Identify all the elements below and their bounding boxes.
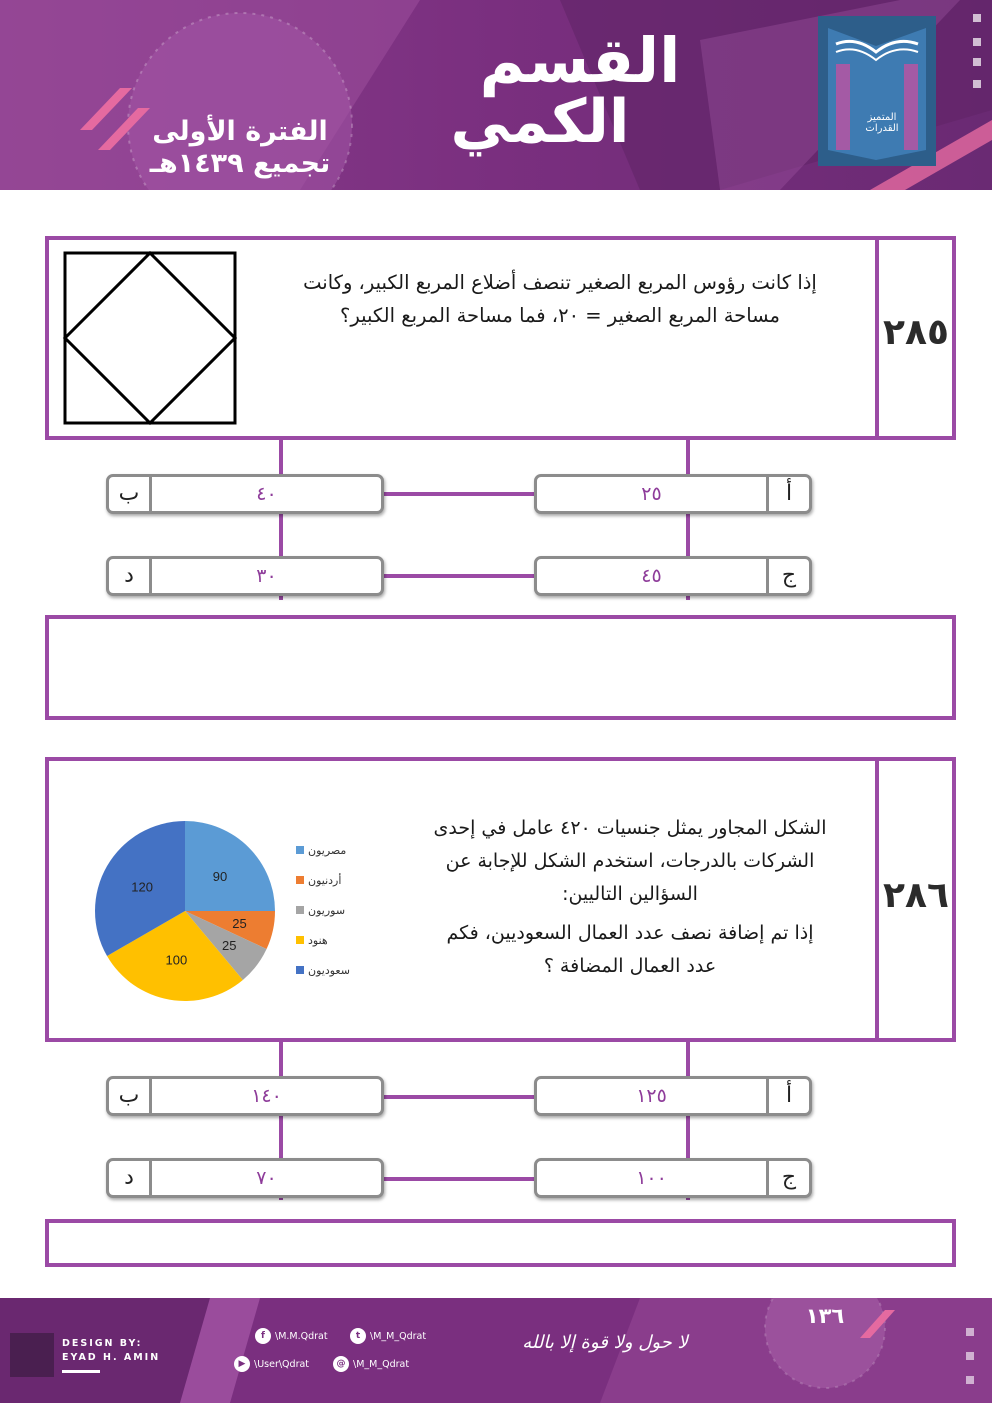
q286-option-b[interactable] — [106, 1076, 384, 1116]
pie-data-label-2: 25 — [222, 937, 237, 953]
q285-option-d[interactable] — [106, 556, 384, 596]
q285-solution-box — [45, 615, 956, 720]
option-divider — [766, 477, 769, 511]
q286-solution-box — [45, 1219, 956, 1267]
question-286-text-line4: إذا تم إضافة نصف عدد العمال السعوديين، فكم — [446, 922, 814, 944]
legend-item-2 — [296, 895, 376, 925]
connector — [383, 1177, 535, 1181]
connector — [383, 574, 535, 578]
question-285-text-line2: مساحة المربع الصغير = ٢٠، فما مساحة المربع الكبير؟ — [339, 304, 781, 327]
question-285-text-line1: إذا كانت رؤوس المربع الصغير تنصف أضلاع المربع الكبير، وكانت — [303, 271, 817, 294]
header-title-line1: القسم — [479, 24, 681, 97]
legend-label: أردنيون — [308, 873, 342, 887]
footer-web[interactable] — [333, 1356, 409, 1372]
page-header — [0, 0, 992, 190]
option-letter: ج — [781, 1165, 797, 1190]
legend-item-0 — [296, 835, 376, 865]
connector — [383, 492, 535, 496]
at-icon: @ — [333, 1356, 349, 1372]
footer-design-by: DESIGN BY: — [62, 1338, 143, 1349]
option-letter: ج — [781, 563, 797, 588]
q285-option-c[interactable] — [534, 556, 812, 596]
legend-item-3 — [296, 925, 376, 955]
question-286-text-line2: الشركات بالدرجات، استخدم الشكل للإجابة عن — [445, 850, 815, 872]
option-letter: أ — [785, 481, 793, 506]
pie-legend — [296, 835, 376, 985]
q286-option-c[interactable] — [534, 1158, 812, 1198]
pie-slice-0 — [185, 821, 275, 911]
big-square — [65, 253, 235, 423]
legend-label: مصريون — [308, 843, 347, 857]
option-value: ٢٥ — [641, 483, 662, 505]
facebook-handle: \M.M.Qdrat — [275, 1330, 328, 1342]
option-value: ١٢٥ — [636, 1085, 667, 1107]
header-compilation: تجميع ١٤٣٩هـ — [149, 148, 331, 179]
legend-swatch — [296, 846, 304, 854]
question-285-figure — [62, 250, 240, 426]
web-handle: \M_M_Qdrat — [353, 1358, 410, 1370]
option-letter: ب — [118, 1083, 140, 1108]
question-286-text — [390, 812, 870, 983]
question-285-text — [250, 266, 870, 332]
question-286-text-line5: عدد العمال المضافة ؟ — [543, 955, 717, 977]
legend-swatch — [296, 906, 304, 914]
option-value: ١٠٠ — [636, 1167, 667, 1189]
option-value: ٧٠ — [256, 1167, 277, 1189]
question-285-number: ٢٨٥ — [883, 312, 949, 353]
q286-option-d[interactable] — [106, 1158, 384, 1198]
page-number: ١٣٦ — [805, 1304, 845, 1328]
pie-data-label-4: 120 — [131, 879, 153, 895]
q286-option-a[interactable] — [534, 1076, 812, 1116]
legend-swatch — [296, 936, 304, 944]
footer-twitter[interactable] — [350, 1328, 426, 1344]
pie-data-label-0: 90 — [212, 868, 228, 884]
question-286-text-line3: السؤالين التاليين: — [562, 883, 698, 905]
legend-label: هنود — [308, 933, 328, 947]
footer-youtube[interactable] — [234, 1356, 309, 1372]
legend-swatch — [296, 876, 304, 884]
small-square — [65, 253, 235, 423]
header-period: الفترة الأولى — [152, 116, 328, 147]
twitter-icon: t — [350, 1328, 366, 1344]
option-value: ٤٥ — [641, 565, 662, 587]
option-letter: أ — [785, 1083, 793, 1108]
page-footer — [0, 1298, 992, 1403]
option-value: ١٤٠ — [251, 1085, 282, 1107]
youtube-handle: \User\Qdrat — [254, 1358, 310, 1370]
question-286-number: ٢٨٦ — [883, 875, 949, 916]
footer-facebook[interactable] — [255, 1328, 328, 1344]
option-divider — [766, 559, 769, 593]
q285-option-b[interactable] — [106, 474, 384, 514]
option-letter: ب — [118, 481, 140, 506]
footer-designer: EYAD H. AMIN — [62, 1352, 161, 1363]
option-letter: د — [124, 563, 134, 588]
header-title-line2: الكمي — [450, 87, 630, 157]
option-value: ٣٠ — [256, 565, 277, 587]
facebook-icon: f — [255, 1328, 271, 1344]
option-letter: د — [124, 1165, 134, 1190]
question-286-text-line1: الشكل المجاور يمثل جنسيات ٤٢٠ عامل في إحدى — [433, 817, 827, 839]
footer-calligraphy: لا حول ولا قوة إلا بالله — [522, 1332, 688, 1353]
legend-item-4 — [296, 955, 376, 985]
option-value: ٤٠ — [256, 483, 277, 505]
header-logo-text: المتميز القدرات — [865, 112, 899, 134]
connector — [383, 1095, 535, 1099]
youtube-icon: ▶ — [234, 1356, 250, 1372]
option-divider — [766, 1161, 769, 1195]
option-divider — [766, 1079, 769, 1113]
legend-label: سعوديون — [308, 963, 350, 977]
nationality-pie-chart — [90, 816, 280, 1006]
legend-swatch — [296, 966, 304, 974]
twitter-handle: \M_M_Qdrat — [370, 1330, 427, 1342]
pie-data-label-3: 100 — [165, 952, 188, 968]
legend-item-1 — [296, 865, 376, 895]
q285-option-a[interactable] — [534, 474, 812, 514]
legend-label: سوريون — [308, 903, 346, 917]
pie-data-label-1: 25 — [232, 916, 247, 932]
